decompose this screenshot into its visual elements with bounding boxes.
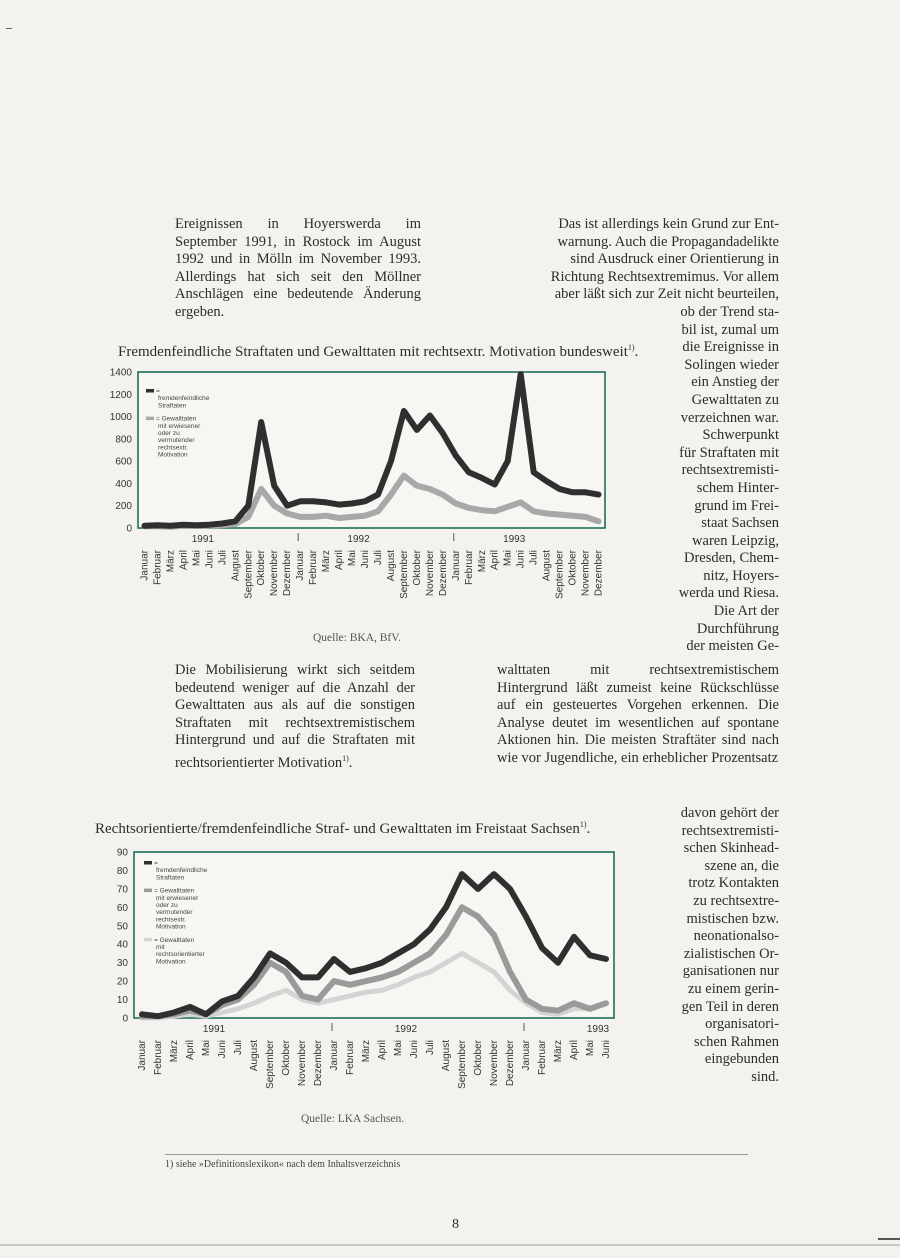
chart1-legend-line: fremdenfeindliche xyxy=(158,395,210,403)
chart2-ytick-label: 20 xyxy=(116,976,128,988)
chart2-month-label: Dezember xyxy=(313,1040,324,1087)
chart1-legend-line: = xyxy=(156,388,160,395)
text-line: davon gehört der xyxy=(680,805,779,821)
chart1-legend-line: mit erwiesener xyxy=(158,422,201,430)
text-line: für Straftaten mit xyxy=(679,444,779,461)
chart1-ytick-label: 0 xyxy=(126,523,132,535)
text-line: rechtsextremisti- xyxy=(681,462,779,479)
chart2-title xyxy=(95,820,590,838)
chart1-month-label: Oktober xyxy=(567,550,579,586)
text-line: die Ereignisse in xyxy=(682,339,779,356)
chart1-month-label: Februar xyxy=(308,550,320,586)
chart1-month-label: Februar xyxy=(463,550,475,586)
text-line: Das ist allerdings kein Grund zur Ent- xyxy=(558,216,779,232)
chart2-legend-swatch xyxy=(144,938,152,942)
chart2-year-label: 1992 xyxy=(394,1024,418,1035)
chart1-month-label: März xyxy=(321,550,333,573)
chart2-month-label: Juni xyxy=(217,1040,228,1059)
text-line: organisatori- xyxy=(705,1016,779,1033)
chart1-title xyxy=(118,343,638,361)
chart1-month-label: Dezember xyxy=(282,550,294,597)
text-line: ein Anstieg der xyxy=(691,374,779,391)
chart2-legend-line: rechtsorientierter xyxy=(156,951,205,959)
chart1-month-label: Januar xyxy=(139,550,151,581)
chart2-ytick-label: 60 xyxy=(116,902,128,914)
chart2-legend-line: mit xyxy=(156,944,165,951)
chart1-year-label: 1991 xyxy=(191,534,214,545)
chart1-month-label: September xyxy=(243,550,255,599)
chart2-month-label: Oktober xyxy=(281,1040,292,1076)
text-line: eingebunden xyxy=(704,1051,779,1068)
chart1-month-label: November xyxy=(269,550,281,597)
chart1-legend-line: vermutender xyxy=(158,437,195,445)
chart1-source: Quelle: BKA, BfV. xyxy=(313,632,401,644)
chart2-month-label: Oktober xyxy=(473,1040,484,1076)
text-line: staat Sachsen xyxy=(701,515,779,532)
chart1-title-sup: 1) xyxy=(627,343,635,352)
chart1-legend-line: Motivation xyxy=(158,451,188,459)
chart1-ytick-label: 1000 xyxy=(109,412,132,424)
chart1-month-label: August xyxy=(230,550,242,582)
text-line: schen Rahmen xyxy=(694,1033,779,1050)
chart2-legend-line: vermutender xyxy=(156,909,193,917)
chart2-month-label: April xyxy=(377,1040,388,1061)
text-line: gen Teil in deren xyxy=(681,998,779,1015)
chart2-title-sup: 1) xyxy=(579,820,587,829)
chart1-month-label: November xyxy=(424,550,436,597)
chart1-month-label: August xyxy=(385,550,397,582)
chart2-month-label: Juni xyxy=(409,1040,420,1059)
text-line: sind. xyxy=(751,1068,779,1085)
chart2-month-label: Februar xyxy=(153,1040,164,1076)
text-line: Durchführung xyxy=(696,620,779,637)
paragraph-bottom-right-lines xyxy=(622,805,779,1087)
text-line: Solingen wieder xyxy=(684,356,779,373)
chart1-month-label: März xyxy=(476,550,488,573)
chart2-legend-line: Straftaten xyxy=(156,874,185,882)
chart2-source: Quelle: LKA Sachsen. xyxy=(301,1113,405,1125)
chart2-title-text: Rechtsorientierte/fremdenfeindliche Straf- und Gewalttaten im Freistaat Sachsen xyxy=(95,821,580,837)
page-edge-mark xyxy=(6,28,12,29)
chart2-month-label: April xyxy=(569,1040,580,1061)
chart2-ytick-label: 50 xyxy=(116,921,128,933)
chart1-month-label: Februar xyxy=(152,550,164,586)
chart2-month-label: Juli xyxy=(425,1040,436,1056)
chart1-legend-line: rechtsextr. xyxy=(158,444,188,452)
chart1-legend-line: = Gewalttaten xyxy=(156,415,197,423)
chart1-ytick-label: 400 xyxy=(115,478,132,490)
chart2-legend-line: Motivation xyxy=(156,958,186,966)
text-line: mistischen bzw. xyxy=(686,910,779,927)
chart1-month-label: April xyxy=(334,550,346,571)
bottom-scan-line xyxy=(0,1244,900,1246)
paragraph-middle-right: walttaten mit rechtsextremistischem Hintergrund läßt zumeist keine Rückschlüsse auf ein gesteuertes Vorgehen erkennen. Die Analyse deutet im wesentlichen auf spontane Aktionen hin. Die meisten Straftäter sind nach wie vor Jugendliche, ein erheblicher Prozentsatz xyxy=(497,662,779,766)
chart1-legend-swatch xyxy=(146,417,154,421)
chart1-month-label: Oktober xyxy=(411,550,423,586)
chart2-legend-line: oder zu xyxy=(156,902,178,909)
text-line: grund im Frei- xyxy=(694,497,779,514)
chart1-month-label: Juli xyxy=(528,550,540,566)
chart1-month-label: Juli xyxy=(217,550,229,566)
text-line: der meisten Ge- xyxy=(686,638,779,655)
chart2-legend-line: Motivation xyxy=(156,923,186,931)
chart1-month-label: Januar xyxy=(450,550,462,581)
chart2-month-label: September xyxy=(265,1040,276,1089)
chart1-month-label: März xyxy=(165,550,177,573)
chart2-month-label: Februar xyxy=(345,1040,356,1076)
chart1-month-label: April xyxy=(489,550,501,571)
chart1-month-label: Dezember xyxy=(437,550,449,597)
chart2-year-label: 1993 xyxy=(586,1024,610,1035)
chart2-month-label: März xyxy=(553,1040,564,1063)
chart1-month-label: Juli xyxy=(372,550,384,566)
chart1-title-end: . xyxy=(634,344,639,360)
chart2-ytick-label: 40 xyxy=(116,939,128,951)
chart1-month-label: August xyxy=(541,550,553,582)
text-line: Dresden, Chem- xyxy=(683,550,779,567)
chart1-ytick-label: 1200 xyxy=(109,389,132,401)
chart2-ytick-label: 30 xyxy=(116,958,128,970)
text-line: ob der Trend sta- xyxy=(680,303,779,320)
chart1-ytick-label: 1400 xyxy=(109,367,132,379)
chart2-legend-line: mit erwiesener xyxy=(156,894,199,902)
chart1-month-label: Juni xyxy=(204,550,216,569)
text-line: rechtsextremisti- xyxy=(681,822,779,839)
chart1-year-label: 1993 xyxy=(503,534,526,545)
text-line: zu einem gerin- xyxy=(688,980,779,997)
chart2-month-label: März xyxy=(361,1040,372,1063)
chart2-month-label: Mai xyxy=(201,1040,212,1057)
chart2-svg xyxy=(98,842,618,1104)
chart1-legend-line: oder zu xyxy=(158,430,180,437)
paragraph-middle-left xyxy=(175,662,415,772)
text-line: Richtung Rechtsextremimus. Vor allem xyxy=(550,268,779,285)
text-line: schem Hinter- xyxy=(696,479,779,496)
text-line: verzeichnen war. xyxy=(680,409,779,426)
text-line: zu rechtsextre- xyxy=(693,892,779,909)
chart2-month-label: Dezember xyxy=(505,1040,516,1087)
chart2-month-label: November xyxy=(489,1040,500,1087)
chart2-month-label: Januar xyxy=(137,1040,148,1071)
paragraph-top-left: Ereignissen in Hoyerswerda im September 1991, in Rostock im August 1992 und in Mölln im November 1993. Allerdings hat sich seit den Möllner Anschlägen eine bedeutende Änderung ergeben. xyxy=(175,216,421,320)
chart2-legend-line: = Gewalttaten xyxy=(154,936,195,944)
text-line: trotz Kontakten xyxy=(688,875,779,892)
text-line: Gewalttaten zu xyxy=(691,391,779,408)
chart2-title-end: . xyxy=(586,821,591,837)
text-line: ganisationen nur xyxy=(682,963,779,980)
chart2-year-label: 1991 xyxy=(202,1024,226,1035)
chart1-month-label: Juni xyxy=(360,550,372,569)
chart1-month-label: Dezember xyxy=(593,550,605,597)
paragraph-middle-left-sup: 1) xyxy=(342,753,349,763)
text-line: waren Leipzig, xyxy=(692,532,779,549)
chart1-month-label: Januar xyxy=(295,550,307,581)
chart1-month-label: Juni xyxy=(515,550,527,569)
chart1-month-label: April xyxy=(178,550,190,571)
text-line: aber läßt sich zur Zeit nicht beurteilen, xyxy=(554,286,779,303)
text-line: bil ist, zumal um xyxy=(681,321,779,338)
chart2-legend-line: rechtsextr. xyxy=(156,916,186,924)
chart2-month-label: Februar xyxy=(537,1040,548,1076)
chart2-month-label: März xyxy=(169,1040,180,1063)
page-number: 8 xyxy=(452,1217,459,1232)
chart1-ytick-label: 600 xyxy=(115,456,132,468)
footnote: 1) siehe »Definitionslexikon« nach dem Inhaltsverzeichnis xyxy=(165,1159,401,1170)
chart1-month-label: September xyxy=(554,550,566,599)
chart1-legend-line: Straftaten xyxy=(158,402,187,410)
chart1-legend-swatch xyxy=(146,389,154,393)
text-line: nitz, Hoyers- xyxy=(703,567,779,584)
chart2-month-label: April xyxy=(185,1040,196,1061)
text-line: schen Skinhead- xyxy=(683,840,779,857)
paragraph-bottom-right xyxy=(622,805,779,1087)
chart1-container xyxy=(100,362,610,630)
text-line: warnung. Auch die Propagandadelikte xyxy=(557,233,779,250)
right-edge-mark xyxy=(878,1238,900,1240)
text-line: werda und Riesa. xyxy=(678,585,779,602)
chart2-legend-line: = xyxy=(154,860,158,867)
chart2-month-label: August xyxy=(441,1040,452,1072)
chart2-month-label: Mai xyxy=(393,1040,404,1057)
chart2-month-label: September xyxy=(457,1040,468,1089)
chart1-title-text: Fremdenfeindliche Straftaten und Gewalttaten mit rechtsextr. Motivation bundesweit xyxy=(118,344,628,360)
chart2-ytick-label: 70 xyxy=(116,884,128,896)
chart2-month-label: Januar xyxy=(521,1040,532,1071)
chart2-month-label: Januar xyxy=(329,1040,340,1071)
chart1-month-label: Oktober xyxy=(256,550,268,586)
paragraph-middle-left-text: Die Mobilisierung wirkt sich seitdem bedeutend weniger auf die Anzahl der Gewalttaten aus als auf die sonstigen Straftaten mit rechtsextremistischem Hintergrund und auf die Straftaten mit rechtsorientierter Motivation xyxy=(175,662,415,771)
chart1-ytick-label: 200 xyxy=(115,501,132,513)
chart2-ytick-label: 10 xyxy=(116,995,128,1007)
chart1-month-label: September xyxy=(398,550,410,599)
chart2-month-label: Juni xyxy=(601,1040,612,1059)
chart2-month-label: Juli xyxy=(233,1040,244,1056)
chart1-month-label: Mai xyxy=(347,550,359,567)
chart2-month-label: November xyxy=(297,1040,308,1087)
chart1-month-label: Mai xyxy=(191,550,203,567)
chart1-ytick-label: 800 xyxy=(115,434,132,446)
chart1-month-label: November xyxy=(580,550,592,597)
text-line: neonationalso- xyxy=(693,928,779,945)
text-line: szene an, die xyxy=(704,857,779,874)
chart1-month-label: Mai xyxy=(502,550,514,567)
chart1-svg xyxy=(100,362,610,630)
chart1-year-label: 1992 xyxy=(347,534,370,545)
chart2-legend-line: = Gewalttaten xyxy=(154,887,195,895)
chart2-month-label: Mai xyxy=(585,1040,596,1057)
text-line: sind Ausdruck einer Orientierung in xyxy=(570,251,779,268)
text-line: Schwerpunkt xyxy=(702,427,779,444)
chart2-legend-line: fremdenfeindliche xyxy=(156,867,208,875)
paragraph-middle-left-end: . xyxy=(348,754,353,771)
chart2-legend-swatch xyxy=(144,861,152,865)
chart2-month-label: August xyxy=(249,1040,260,1072)
chart2-ytick-label: 90 xyxy=(116,847,128,859)
chart2-ytick-label: 0 xyxy=(122,1013,128,1025)
chart2-legend-swatch xyxy=(144,889,152,893)
chart2-container xyxy=(98,842,618,1104)
footnote-rule xyxy=(165,1154,748,1155)
chart2-ytick-label: 80 xyxy=(116,865,128,877)
text-line: zialistischen Or- xyxy=(683,945,779,962)
text-line: Die Art der xyxy=(713,603,779,620)
